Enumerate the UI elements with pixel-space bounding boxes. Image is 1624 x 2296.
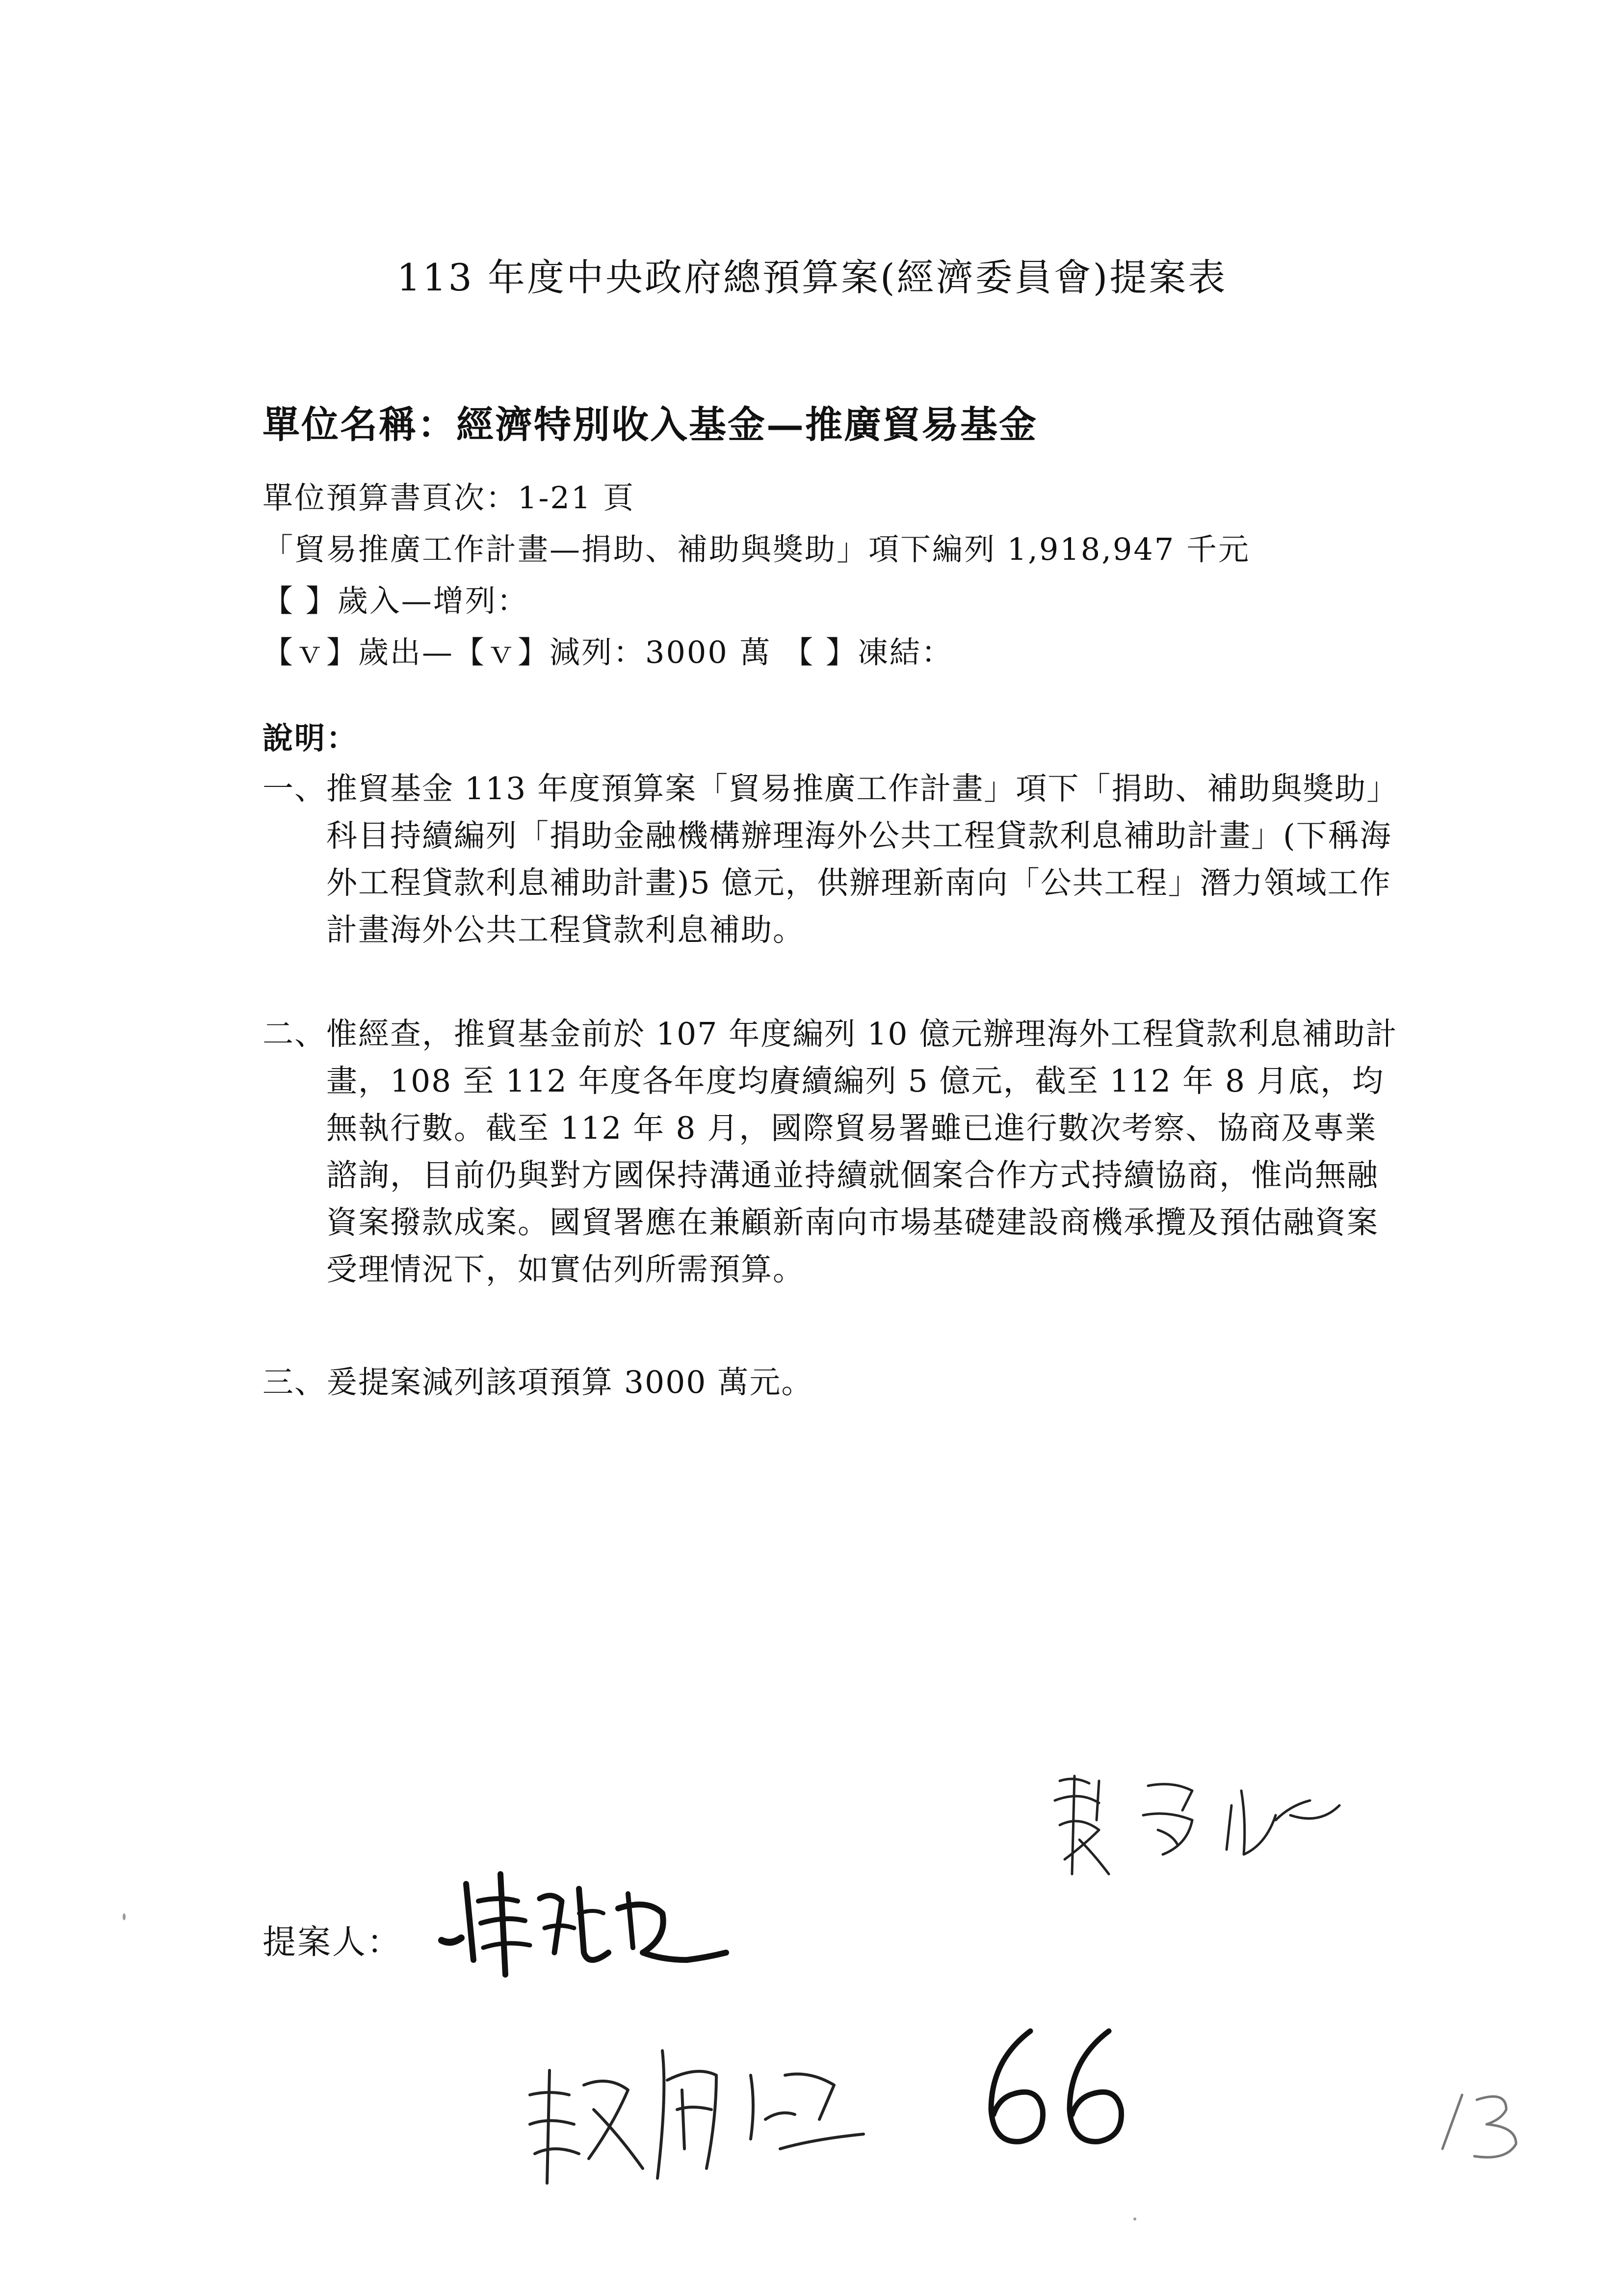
page-number: [1433, 2080, 1541, 2168]
paragraph-2-text: 惟經查，推貿基金前於 107 年度編列 10 億元辦理海外工程貸款利息補助計畫，108 至 112 年度各年度均賡續編列 5 億元，截至 112 年 8 月底，均無執行數。截至 112 年 8 月，國際貿易署雖已進行數次考察、協商及專業諮詢，目前仍與對方國保持溝通並持續就個案合作方式持續協商，惟尚無融資案撥款成案。國貿署應在兼顧新南向市場基礎建設商機承攬及預估融資案受理情況下，如實估列所需預算。: [326, 1016, 1398, 1287]
paragraph-2: [262, 1011, 1406, 1293]
paragraph-3-text: 爰提案減列該項預算 3000 萬元。: [326, 1364, 813, 1400]
revenue-increase-line: 【 】歲入—增列：: [262, 583, 529, 619]
cosigner-1-signature: [1045, 1761, 1359, 1894]
document-title: 113 年度中央政府總預算案(經濟委員會)提案表: [396, 256, 1228, 299]
paragraph-3: [262, 1359, 1406, 1406]
paragraph-1-number: 一、: [262, 771, 326, 807]
paragraph-3-number: 三、: [262, 1364, 326, 1400]
description-heading: 說明：: [262, 720, 359, 756]
unit-name: 單位名稱：經濟特別收入基金—推廣貿易基金: [262, 403, 1038, 446]
proposer-label: 提案人：: [262, 1923, 402, 1962]
budget-item-line: 「貿易推廣工作計畫—捐助、補助與獎助」項下編列 1,918,947 千元: [262, 531, 1250, 567]
handwritten-number: [971, 2016, 1138, 2164]
paragraph-2-number: 二、: [262, 1016, 326, 1052]
scan-speck: [1133, 2218, 1136, 2220]
paragraph-1: [262, 765, 1406, 954]
scan-speck: [123, 1913, 126, 1920]
proposer-signature: [432, 1854, 765, 1982]
expenditure-decrease-line: 【ｖ】歲出—【ｖ】減列：3000 萬 【 】凍結：: [262, 634, 953, 670]
budget-page-reference: 單位預算書頁次：1-21 頁: [262, 480, 635, 516]
paragraph-1-text: 推貿基金 113 年度預算案「貿易推廣工作計畫」項下「捐助、補助與獎助」科目持續編列「捐助金融機構辦理海外公共工程貸款利息補助計畫」(下稱海外工程貸款利息補助計畫)5 億元，供辦理新南向「公共工程」潛力領域工作計畫海外公共工程貸款利息補助。: [326, 771, 1399, 948]
